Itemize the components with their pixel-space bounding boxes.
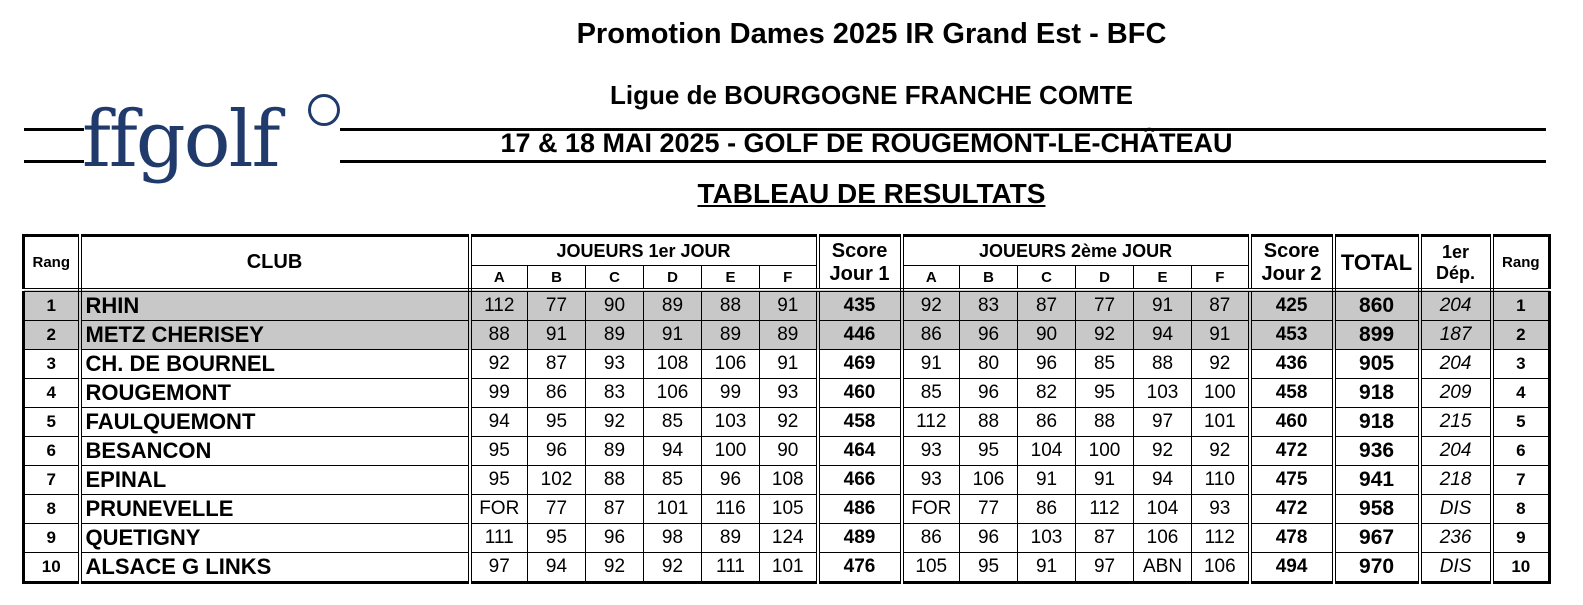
score-jour1-cell: 466 bbox=[818, 466, 902, 495]
score-day1-cell: 89 bbox=[644, 290, 702, 321]
score-day2-cell: ABN bbox=[1134, 553, 1192, 583]
club-cell: ROUGEMONT bbox=[80, 379, 470, 408]
score-j2-header: Score Jour 2 bbox=[1250, 236, 1334, 291]
score-day2-cell: 92 bbox=[1192, 350, 1250, 379]
dep-cell: 187 bbox=[1420, 321, 1492, 350]
score-day2-cell: 94 bbox=[1134, 321, 1192, 350]
event-line: 17 & 18 MAI 2025 - GOLF DE ROUGEMONT-LE-CHÂTEAU bbox=[500, 128, 1233, 158]
score-day1-cell: 91 bbox=[760, 350, 818, 379]
score-jour2-cell: 475 bbox=[1250, 466, 1334, 495]
score-day1-cell: 99 bbox=[702, 379, 760, 408]
score-day1-cell: 101 bbox=[760, 553, 818, 583]
score-day2-cell: 103 bbox=[1018, 524, 1076, 553]
ffgolf-logo bbox=[82, 90, 342, 200]
score-day1-cell: 85 bbox=[644, 408, 702, 437]
score-day1-cell: 89 bbox=[586, 321, 644, 350]
score-day2-cell: 86 bbox=[902, 524, 960, 553]
player-f-day2-header: F bbox=[1192, 266, 1250, 291]
score-day2-cell: 92 bbox=[1076, 321, 1134, 350]
score-day1-cell: 97 bbox=[470, 553, 528, 583]
score-day2-cell: 106 bbox=[1134, 524, 1192, 553]
score-day1-cell: 91 bbox=[760, 290, 818, 321]
score-day2-cell: 100 bbox=[1076, 437, 1134, 466]
rang-cell: 6 bbox=[24, 437, 80, 466]
score-day2-cell: 96 bbox=[960, 321, 1018, 350]
score-day2-cell: 101 bbox=[1192, 408, 1250, 437]
rang-header: Rang bbox=[24, 236, 80, 291]
score-day2-cell: 97 bbox=[1134, 408, 1192, 437]
score-day1-cell: 88 bbox=[702, 290, 760, 321]
table-row bbox=[24, 495, 1550, 524]
score-day2-cell: 77 bbox=[1076, 290, 1134, 321]
score-day1-cell: 89 bbox=[760, 321, 818, 350]
player-c-day2-header: C bbox=[1018, 266, 1076, 291]
total-cell: 941 bbox=[1334, 466, 1420, 495]
rang-cell: 2 bbox=[24, 321, 80, 350]
score-day2-cell: 91 bbox=[902, 350, 960, 379]
score-day1-cell: 95 bbox=[528, 524, 586, 553]
dep-cell: 204 bbox=[1420, 437, 1492, 466]
dep-cell: 215 bbox=[1420, 408, 1492, 437]
rang-right-cell: 6 bbox=[1492, 437, 1550, 466]
ligue-subtitle: Ligue de BOURGOGNE FRANCHE COMTE bbox=[610, 80, 1133, 110]
score-day2-cell: 110 bbox=[1192, 466, 1250, 495]
score-jour2-cell: 436 bbox=[1250, 350, 1334, 379]
rang-right-cell: 9 bbox=[1492, 524, 1550, 553]
score-jour1-cell: 458 bbox=[818, 408, 902, 437]
score-day2-cell: 87 bbox=[1192, 290, 1250, 321]
score-day2-cell: 93 bbox=[902, 437, 960, 466]
score-day1-cell: 103 bbox=[702, 408, 760, 437]
score-jour2-cell: 460 bbox=[1250, 408, 1334, 437]
score-day2-cell: 112 bbox=[1192, 524, 1250, 553]
total-cell: 918 bbox=[1334, 408, 1420, 437]
score-day1-cell: 106 bbox=[702, 350, 760, 379]
score-day1-cell: 88 bbox=[586, 466, 644, 495]
score-day1-cell: 89 bbox=[586, 437, 644, 466]
score-day1-cell: 111 bbox=[470, 524, 528, 553]
score-day1-cell: 87 bbox=[586, 495, 644, 524]
score-day1-cell: 99 bbox=[470, 379, 528, 408]
score-day2-cell: 103 bbox=[1134, 379, 1192, 408]
score-day2-cell: 91 bbox=[1134, 290, 1192, 321]
score-day2-cell: 90 bbox=[1018, 321, 1076, 350]
score-day2-cell: 93 bbox=[1192, 495, 1250, 524]
score-jour1-cell: 489 bbox=[818, 524, 902, 553]
rang-cell: 10 bbox=[24, 553, 80, 583]
player-e-day2-header: E bbox=[1134, 266, 1192, 291]
score-day1-cell: 93 bbox=[586, 350, 644, 379]
player-d-day1-header: D bbox=[644, 266, 702, 291]
score-day2-cell: 88 bbox=[960, 408, 1018, 437]
rang-right-cell: 3 bbox=[1492, 350, 1550, 379]
player-b-day2-header: B bbox=[960, 266, 1018, 291]
score-day1-cell: 91 bbox=[644, 321, 702, 350]
total-cell: 918 bbox=[1334, 379, 1420, 408]
table-row bbox=[24, 350, 1550, 379]
score-day2-cell: 112 bbox=[1076, 495, 1134, 524]
score-day1-cell: 83 bbox=[586, 379, 644, 408]
score-day2-cell: 96 bbox=[960, 379, 1018, 408]
score-day2-cell: 86 bbox=[1018, 408, 1076, 437]
score-day1-cell: 91 bbox=[528, 321, 586, 350]
rang-right-cell: 2 bbox=[1492, 321, 1550, 350]
score-day1-cell: 77 bbox=[528, 495, 586, 524]
total-cell: 936 bbox=[1334, 437, 1420, 466]
score-day2-cell: 96 bbox=[1018, 350, 1076, 379]
score-day2-cell: 106 bbox=[960, 466, 1018, 495]
dep-cell: 209 bbox=[1420, 379, 1492, 408]
score-day1-cell: 88 bbox=[470, 321, 528, 350]
score-day2-cell: 85 bbox=[1076, 350, 1134, 379]
score-day1-cell: 100 bbox=[702, 437, 760, 466]
rang-right-cell: 8 bbox=[1492, 495, 1550, 524]
score-day1-cell: 108 bbox=[644, 350, 702, 379]
score-day2-cell: 92 bbox=[902, 290, 960, 321]
total-cell: 970 bbox=[1334, 553, 1420, 583]
player-a-day1-header: A bbox=[470, 266, 528, 291]
score-day2-cell: 93 bbox=[902, 466, 960, 495]
dep-cell: DIS bbox=[1420, 495, 1492, 524]
club-cell: EPINAL bbox=[80, 466, 470, 495]
score-jour1-cell: 486 bbox=[818, 495, 902, 524]
score-day2-cell: 85 bbox=[902, 379, 960, 408]
score-day1-cell: 124 bbox=[760, 524, 818, 553]
dep-cell: 236 bbox=[1420, 524, 1492, 553]
score-day1-cell: 92 bbox=[586, 408, 644, 437]
score-day2-cell: 82 bbox=[1018, 379, 1076, 408]
score-day1-cell: 77 bbox=[528, 290, 586, 321]
score-day2-cell: 94 bbox=[1134, 466, 1192, 495]
club-header: CLUB bbox=[80, 236, 470, 291]
score-day2-cell: 77 bbox=[960, 495, 1018, 524]
joueurs-j2-header: JOUEURS 2ème JOUR bbox=[902, 236, 1250, 266]
club-cell: ALSACE G LINKS bbox=[80, 553, 470, 583]
player-a-day2-header: A bbox=[902, 266, 960, 291]
score-day2-cell: 87 bbox=[1076, 524, 1134, 553]
rang-right-cell: 7 bbox=[1492, 466, 1550, 495]
table-row bbox=[24, 437, 1550, 466]
score-day2-cell: 88 bbox=[1134, 350, 1192, 379]
score-jour2-cell: 458 bbox=[1250, 379, 1334, 408]
club-cell: QUETIGNY bbox=[80, 524, 470, 553]
score-day2-cell: 91 bbox=[1192, 321, 1250, 350]
header-rule-bottom-right bbox=[340, 160, 1546, 163]
score-day1-cell: 86 bbox=[528, 379, 586, 408]
rang-cell: 5 bbox=[24, 408, 80, 437]
score-jour1-cell: 460 bbox=[818, 379, 902, 408]
score-day1-cell: 102 bbox=[528, 466, 586, 495]
table-row bbox=[24, 466, 1550, 495]
score-day1-cell: 112 bbox=[470, 290, 528, 321]
player-c-day1-header: C bbox=[586, 266, 644, 291]
score-day2-cell: FOR bbox=[902, 495, 960, 524]
score-day2-cell: 105 bbox=[902, 553, 960, 583]
score-day1-cell: 111 bbox=[702, 553, 760, 583]
score-day2-cell: 86 bbox=[902, 321, 960, 350]
table-row bbox=[24, 379, 1550, 408]
score-day2-cell: 112 bbox=[902, 408, 960, 437]
score-day1-cell: 94 bbox=[528, 553, 586, 583]
results-heading: TABLEAU DE RESULTATS bbox=[697, 178, 1046, 209]
rang-cell: 3 bbox=[24, 350, 80, 379]
rang-right-cell: 10 bbox=[1492, 553, 1550, 583]
club-cell: CH. DE BOURNEL bbox=[80, 350, 470, 379]
rang-cell: 7 bbox=[24, 466, 80, 495]
player-b-day1-header: B bbox=[528, 266, 586, 291]
dep-header: 1er Dép. bbox=[1420, 236, 1492, 291]
score-day1-cell: 95 bbox=[470, 466, 528, 495]
dep-cell: 204 bbox=[1420, 350, 1492, 379]
score-day1-cell: 92 bbox=[470, 350, 528, 379]
score-day2-cell: 91 bbox=[1076, 466, 1134, 495]
score-day2-cell: 92 bbox=[1192, 437, 1250, 466]
score-day2-cell: 95 bbox=[960, 437, 1018, 466]
score-day1-cell: 98 bbox=[644, 524, 702, 553]
score-jour2-cell: 425 bbox=[1250, 290, 1334, 321]
results-table bbox=[22, 234, 1551, 584]
score-day1-cell: 93 bbox=[760, 379, 818, 408]
score-jour1-cell: 469 bbox=[818, 350, 902, 379]
rang-cell: 1 bbox=[24, 290, 80, 321]
club-cell: FAULQUEMONT bbox=[80, 408, 470, 437]
score-day1-cell: FOR bbox=[470, 495, 528, 524]
rang-cell: 8 bbox=[24, 495, 80, 524]
club-cell: BESANCON bbox=[80, 437, 470, 466]
score-day2-cell: 104 bbox=[1018, 437, 1076, 466]
dep-cell: 218 bbox=[1420, 466, 1492, 495]
total-cell: 967 bbox=[1334, 524, 1420, 553]
score-day1-cell: 92 bbox=[644, 553, 702, 583]
joueurs-j1-header: JOUEURS 1er JOUR bbox=[470, 236, 818, 266]
table-row bbox=[24, 524, 1550, 553]
score-day1-cell: 96 bbox=[528, 437, 586, 466]
score-jour2-cell: 478 bbox=[1250, 524, 1334, 553]
page-title: Promotion Dames 2025 IR Grand Est - BFC bbox=[576, 18, 1167, 50]
club-cell: PRUNEVELLE bbox=[80, 495, 470, 524]
score-day2-cell: 95 bbox=[1076, 379, 1134, 408]
score-day1-cell: 92 bbox=[760, 408, 818, 437]
score-day1-cell: 85 bbox=[644, 466, 702, 495]
dep-cell: DIS bbox=[1420, 553, 1492, 583]
rang-right-cell: 4 bbox=[1492, 379, 1550, 408]
score-day2-cell: 95 bbox=[960, 553, 1018, 583]
total-cell: 958 bbox=[1334, 495, 1420, 524]
total-cell: 899 bbox=[1334, 321, 1420, 350]
rang-cell: 9 bbox=[24, 524, 80, 553]
rang-cell: 4 bbox=[24, 379, 80, 408]
player-d-day2-header: D bbox=[1076, 266, 1134, 291]
table-row bbox=[24, 321, 1550, 350]
score-day1-cell: 96 bbox=[702, 466, 760, 495]
rooster-icon bbox=[308, 94, 340, 126]
table-row bbox=[24, 290, 1550, 321]
rang-right-cell: 5 bbox=[1492, 408, 1550, 437]
club-cell: METZ CHERISEY bbox=[80, 321, 470, 350]
dep-cell: 204 bbox=[1420, 290, 1492, 321]
table-row bbox=[24, 553, 1550, 583]
score-jour1-cell: 435 bbox=[818, 290, 902, 321]
score-day1-cell: 89 bbox=[702, 524, 760, 553]
score-day1-cell: 94 bbox=[470, 408, 528, 437]
logo-text: ffgolf bbox=[82, 95, 279, 185]
score-jour1-cell: 464 bbox=[818, 437, 902, 466]
score-day1-cell: 94 bbox=[644, 437, 702, 466]
score-day2-cell: 91 bbox=[1018, 466, 1076, 495]
score-day2-cell: 97 bbox=[1076, 553, 1134, 583]
score-day1-cell: 101 bbox=[644, 495, 702, 524]
score-day1-cell: 106 bbox=[644, 379, 702, 408]
rang-right-cell: 1 bbox=[1492, 290, 1550, 321]
score-jour1-cell: 446 bbox=[818, 321, 902, 350]
player-f-day1-header: F bbox=[760, 266, 818, 291]
player-e-day1-header: E bbox=[702, 266, 760, 291]
score-day1-cell: 105 bbox=[760, 495, 818, 524]
score-day1-cell: 116 bbox=[702, 495, 760, 524]
score-day2-cell: 87 bbox=[1018, 290, 1076, 321]
score-day1-cell: 89 bbox=[702, 321, 760, 350]
score-day2-cell: 104 bbox=[1134, 495, 1192, 524]
score-day2-cell: 80 bbox=[960, 350, 1018, 379]
score-day1-cell: 90 bbox=[586, 290, 644, 321]
table-row bbox=[24, 408, 1550, 437]
score-day1-cell: 108 bbox=[760, 466, 818, 495]
score-jour2-cell: 472 bbox=[1250, 437, 1334, 466]
total-cell: 860 bbox=[1334, 290, 1420, 321]
club-cell: RHIN bbox=[80, 290, 470, 321]
score-day1-cell: 90 bbox=[760, 437, 818, 466]
score-jour2-cell: 453 bbox=[1250, 321, 1334, 350]
score-jour2-cell: 494 bbox=[1250, 553, 1334, 583]
rang-right-header: Rang bbox=[1492, 236, 1550, 291]
header-rule-bottom-left bbox=[24, 160, 84, 163]
score-day1-cell: 87 bbox=[528, 350, 586, 379]
score-j1-header: Score Jour 1 bbox=[818, 236, 902, 291]
total-header: TOTAL bbox=[1334, 236, 1420, 291]
score-day2-cell: 83 bbox=[960, 290, 1018, 321]
score-day2-cell: 86 bbox=[1018, 495, 1076, 524]
score-day2-cell: 96 bbox=[960, 524, 1018, 553]
score-day1-cell: 95 bbox=[470, 437, 528, 466]
score-day1-cell: 96 bbox=[586, 524, 644, 553]
score-day2-cell: 106 bbox=[1192, 553, 1250, 583]
score-day2-cell: 88 bbox=[1076, 408, 1134, 437]
score-day2-cell: 100 bbox=[1192, 379, 1250, 408]
score-day2-cell: 92 bbox=[1134, 437, 1192, 466]
total-cell: 905 bbox=[1334, 350, 1420, 379]
score-day2-cell: 91 bbox=[1018, 553, 1076, 583]
score-day1-cell: 95 bbox=[528, 408, 586, 437]
score-jour1-cell: 476 bbox=[818, 553, 902, 583]
score-jour2-cell: 472 bbox=[1250, 495, 1334, 524]
score-day1-cell: 92 bbox=[586, 553, 644, 583]
